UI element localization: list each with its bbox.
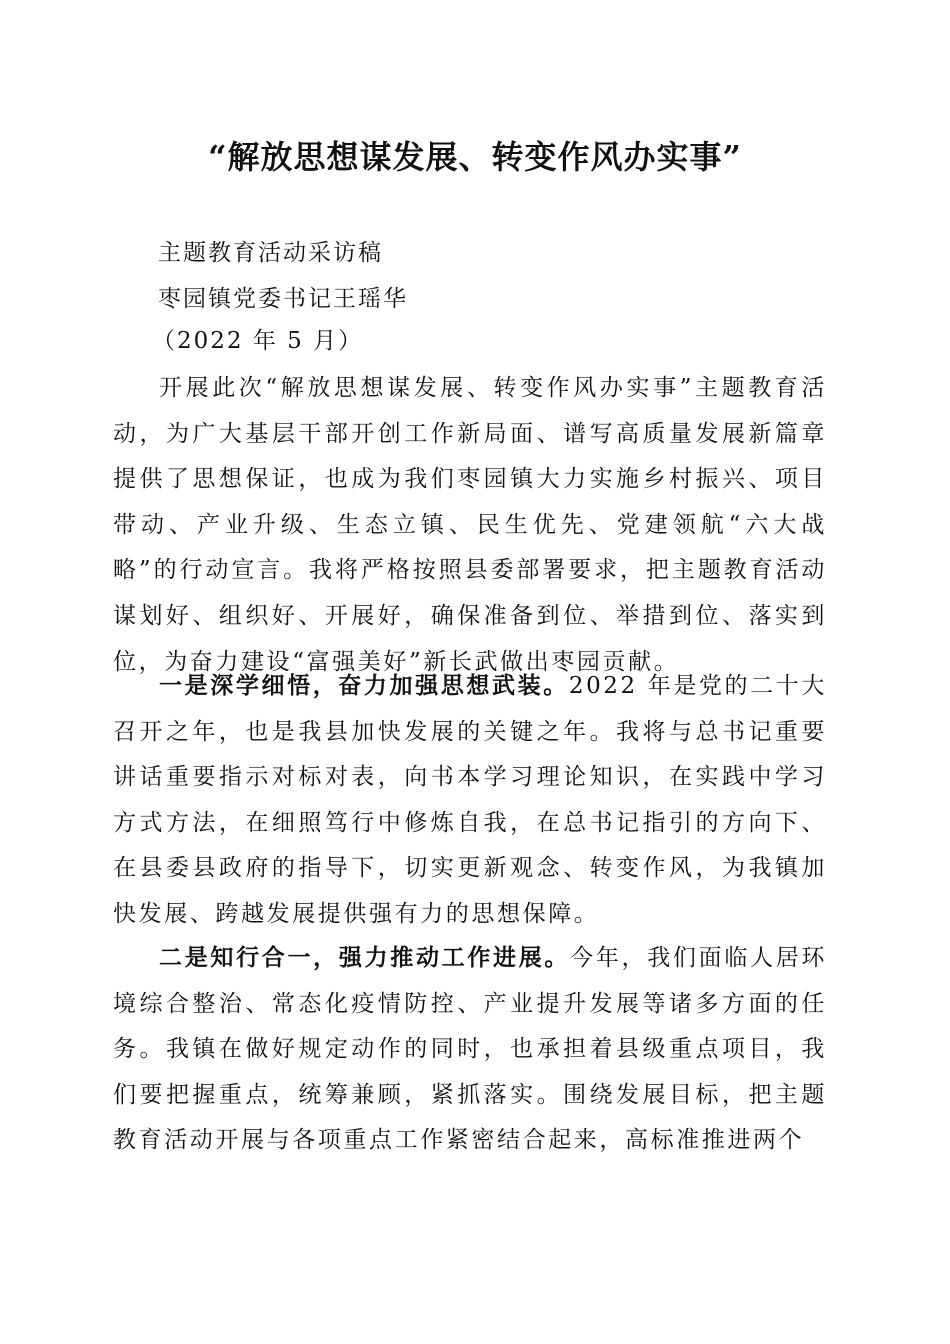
- paragraph-point-one-text: 2022 年是党的二十大召开之年，也是我县加快发展的关键之年。我将与总书记重要讲话重要指示对标对表，向书本学习理论知识，在实践中学习方式方法，在细照笃行中修炼自我，在总书记指引的方向下、在县委县政府的指导下，切实更新观念、转变作风，为我镇加快发展、跨越发展提供强有力的思想保障。: [113, 673, 827, 927]
- paragraph-point-two: [113, 935, 827, 1164]
- document-author: 枣园镇党委书记王瑶华: [158, 286, 408, 312]
- paragraph-point-one: [113, 663, 827, 938]
- paragraph-point-two-lead: 二是知行合一，强力推动工作进展。: [159, 944, 571, 971]
- paragraph-point-one-lead: 一是深学细悟，奋力加强思想武装。: [159, 672, 569, 699]
- paragraph-point-two-text: 今年，我们面临人居环境综合整治、常态化疫情防控、产业提升发展等诸多方面的任务。我镇在做好规定动作的同时，也承担着县级重点项目，我们要把握重点，统筹兼顾，紧抓落实。围绕发展目标，把主题教育活动开展与各项重点工作紧密结合起来，高标准推进两个: [113, 945, 828, 1154]
- document-title: “解放思想谋发展、转变作风办实事”: [208, 138, 742, 176]
- document-date: （2022 年 5 月）: [152, 328, 364, 354]
- paragraph-intro-text: 开展此次“解放思想谋发展、转变作风办实事”主题教育活动，为广大基层干部开创工作新局面、谱写高质量发展新篇章提供了思想保证，也成为我们枣园镇大力实施乡村振兴、项目带动、产业升级、生态立镇、民生优先、党建领航“六大战略”的行动宣言。我将严格按照县委部署要求，把主题教育活动谋划好、组织好、开展好，确保准备到位、举措到位、落实到位，为奋力建设“富强美好”新长武做出枣园贡献。: [113, 375, 827, 675]
- document-subtitle: 主题教育活动采访稿: [158, 240, 383, 266]
- paragraph-intro: [113, 366, 827, 685]
